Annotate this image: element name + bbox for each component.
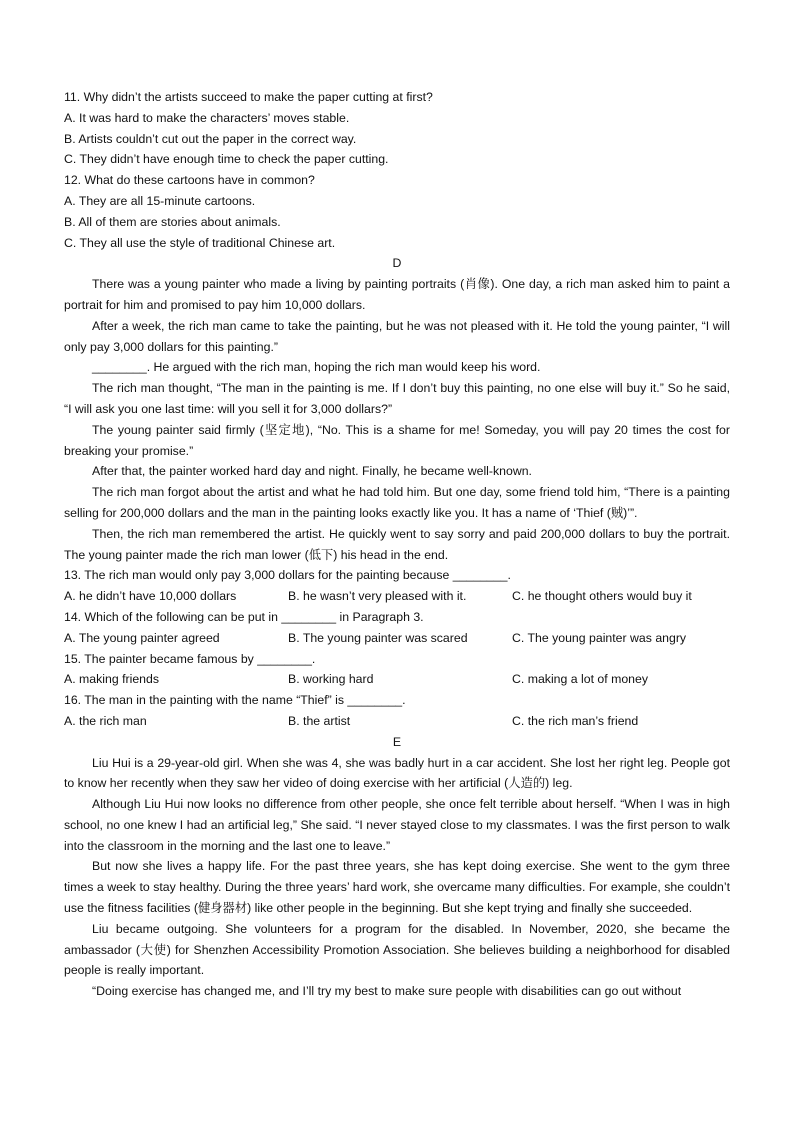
question-12: 12. What do these cartoons have in common? <box>64 173 315 188</box>
question-11-option-a: A. It was hard to make the characters’ moves stable. <box>64 110 350 125</box>
section-e-paragraph: Liu Hui is a 29-year-old girl. When she was 4, she was badly hurt in a car accident. She lost her right leg. People got to know her recently when they saw her video of doing exercise with her artificial (人造的) leg. <box>64 755 730 791</box>
question-14: 14. Which of the following can be put in ________ in Paragraph 3. <box>64 609 424 624</box>
question-16-options <box>64 711 730 732</box>
question-15: 15. The painter became famous by ________. <box>64 651 316 666</box>
question-12-option-b: B. All of them are stories about animals. <box>64 214 281 229</box>
question-16-option-c: C. the rich man’s friend <box>512 713 639 728</box>
question-14-option-c: C. The young painter was angry <box>512 630 687 645</box>
page-content <box>64 87 730 1002</box>
section-e-paragraph: But now she lives a happy life. For the past three years, she has kept doing exercise. She went to the gym three times a week to stay healthy. During the three years’ hard work, she overcame many difficulties. For example, she couldn’t use the fitness facilities (健身器材) like other people in the beginning. But she kept trying and finally she succeeded. <box>64 859 730 916</box>
section-e-paragraph: Although Liu Hui now looks no difference from other people, she once felt terrible about herself. “When I was in high school, no one knew I had an artificial leg,” She said. “I never stayed close to my classmates. I was the first person to walk into the classroom in the morning and the last one to leave.” <box>64 797 730 853</box>
section-d-paragraph: ________. He argued with the rich man, hoping the rich man would keep his word. <box>92 360 541 375</box>
section-d-paragraph: The young painter said firmly (坚定地), “No. This is a shame for me! Someday, you will pay 20 times the cost for breaking your promise.” <box>64 422 730 458</box>
section-e-paragraph: Liu became outgoing. She volunteers for a program for the disabled. In November, 2020, she became the ambassador (大使) for Shenzhen Accessibility Promotion Association. She believes building a neighborhood for disabled people is really important. <box>64 921 730 978</box>
question-15-option-a: A. making friends <box>64 672 160 687</box>
question-13-option-b: B. he wasn’t very pleased with it. <box>288 589 467 604</box>
section-d-paragraph: Then, the rich man remembered the artist. He quickly went to say sorry and paid 200,000 dollars to buy the portrait. The young painter made the rich man lower (低下) his head in the end. <box>64 526 730 562</box>
section-e-paragraph: “Doing exercise has changed me, and I’ll try my best to make sure people with disabilities can go out without <box>92 984 682 999</box>
question-13-option-c: C. he thought others would buy it <box>512 589 692 604</box>
question-14-option-a: A. The young painter agreed <box>64 630 220 645</box>
question-16-option-a: A. the rich man <box>64 713 147 728</box>
section-d-paragraph: There was a young painter who made a living by painting portraits (肖像). One day, a rich man asked him to paint a portrait for him and promised to pay him 10,000 dollars. <box>64 277 730 312</box>
question-14-options <box>64 628 730 649</box>
section-d-paragraph: After a week, the rich man came to take the painting, but he was not pleased with it. He told the young painter, “I will only pay 3,000 dollars for this painting.” <box>64 318 730 354</box>
question-11-option-b: B. Artists couldn’t cut out the paper in the correct way. <box>64 131 357 146</box>
section-d-heading: D <box>392 256 402 271</box>
question-16: 16. The man in the painting with the name “Thief” is ________. <box>64 693 406 708</box>
section-e-heading: E <box>392 734 402 749</box>
question-15-option-b: B. working hard <box>288 672 374 687</box>
question-14-option-b: B. The young painter was scared <box>288 630 468 645</box>
question-11: 11. Why didn’t the artists succeed to make the paper cutting at first? <box>64 90 433 104</box>
question-11-option-c: C. They didn’t have enough time to check the paper cutting. <box>64 152 389 167</box>
question-15-option-c: C. making a lot of money <box>512 672 649 687</box>
question-13: 13. The rich man would only pay 3,000 dollars for the painting because ________. <box>64 568 511 583</box>
question-13-options <box>64 586 730 607</box>
question-12-option-a: A. They are all 15-minute cartoons. <box>64 193 256 208</box>
section-d-paragraph: After that, the painter worked hard day and night. Finally, he became well-known. <box>92 464 532 479</box>
section-d-paragraph: The rich man thought, “The man in the painting is me. If I don’t buy this painting, no one else will buy it.” So he said, “I will ask you one last time: will you sell it for 3,000 dollars?” <box>64 381 730 416</box>
section-d-paragraph: The rich man forgot about the artist and what he had told him. But one day, some friend told him, “There is a painting selling for 200,000 dollars and the man in the painting looks exactly like you. It has a name of ‘Thief (贼)’”. <box>64 485 730 520</box>
question-15-options <box>64 669 730 690</box>
question-16-option-b: B. the artist <box>288 713 351 728</box>
question-12-option-c: C. They all use the style of traditional Chinese art. <box>64 235 336 250</box>
question-13-option-a: A. he didn’t have 10,000 dollars <box>64 589 237 604</box>
